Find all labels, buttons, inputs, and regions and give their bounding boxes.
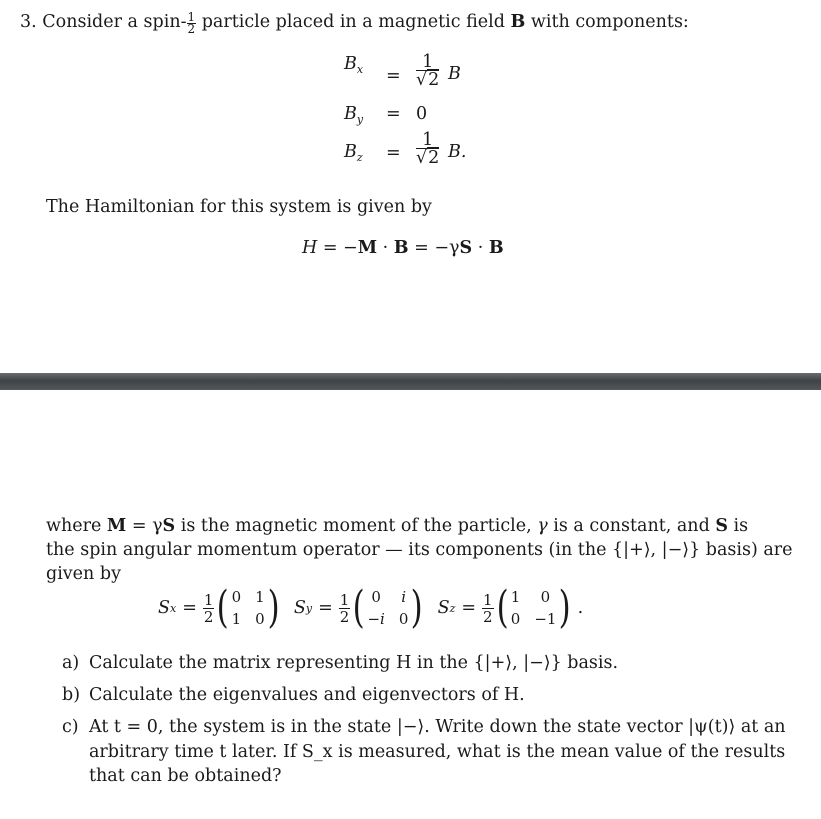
fraction-denominator <box>416 71 439 89</box>
matrix-body <box>494 582 574 633</box>
matrix-cell: 1 <box>255 588 265 606</box>
problem-statement <box>20 10 689 35</box>
field-row-lhs: B <box>344 54 357 74</box>
matrix-cell: 1 <box>510 588 521 606</box>
matrix-cell: −1 <box>534 610 557 628</box>
field-row-eq: = <box>386 143 401 163</box>
text-span: is <box>727 516 749 536</box>
field-row-tail: B <box>448 64 461 84</box>
eq-part: · <box>377 238 394 258</box>
matrix-cell: 0 <box>510 610 521 628</box>
left-paren: ( <box>352 582 365 633</box>
matrix-name: S <box>158 598 170 618</box>
field-symbol-B: B <box>510 12 526 32</box>
matrix-grid <box>232 587 265 629</box>
matrix-grid <box>511 587 557 629</box>
matrix-sub: y <box>305 601 313 615</box>
intro-text-c: with components: <box>530 12 689 32</box>
fraction-numerator: 1 <box>339 590 350 609</box>
matrix-Sx <box>158 582 282 633</box>
matrix-sub: x <box>170 601 177 615</box>
fraction-denominator: 2 <box>203 607 214 626</box>
question-line: Calculate the eigenvalues and eigenvectors of H. <box>89 685 525 705</box>
field-row-eq: = <box>386 104 401 124</box>
fraction-denominator: 2 <box>339 607 350 626</box>
matrix-eq: = <box>318 598 333 618</box>
field-row-value: 0 <box>416 104 428 124</box>
field-row-fraction <box>416 132 439 167</box>
fraction-numerator: 1 <box>203 590 214 609</box>
matrix-grid <box>367 587 408 629</box>
right-paren: ) <box>559 582 572 633</box>
question-line: that can be obtained? <box>89 766 282 786</box>
field-row-lhs: B <box>344 104 357 124</box>
question-line: Calculate the matrix representing H in the {|+⟩, |−⟩} basis. <box>89 653 619 673</box>
hamiltonian-lead: The Hamiltonian for this system is given by <box>46 197 432 217</box>
matrix-fraction <box>482 592 494 625</box>
fraction-denominator: 2 <box>483 607 493 626</box>
eq-part: B <box>393 238 409 258</box>
eq-part: = −γ <box>408 238 460 258</box>
question-label: a) <box>62 653 80 673</box>
spin-denominator: 2 <box>187 22 196 36</box>
field-row-fraction <box>416 54 439 89</box>
problem-number: 3. <box>20 12 37 32</box>
sqrt-radicand: 2 <box>428 148 440 168</box>
left-paren: ( <box>496 582 509 633</box>
field-row-eq: = <box>386 66 401 86</box>
question-line: arbitrary time t later. If S_x is measured, what is the mean value of the results <box>89 741 786 762</box>
matrix-eq: = <box>461 598 477 618</box>
matrix-cell: i <box>401 588 407 606</box>
matrix-body <box>214 582 281 633</box>
eq-part: H <box>302 238 318 258</box>
matrix-cell: 0 <box>540 588 551 606</box>
field-row-x <box>344 52 461 90</box>
matrix-fraction <box>339 592 351 625</box>
continuation-line-3: given by <box>46 564 121 584</box>
matrix-cell: 0 <box>255 610 265 628</box>
intro-text-a: Consider a spin- <box>42 12 187 32</box>
continuation-line-2: the spin angular momentum operator — its components (in the {|+⟩, |−⟩} basis) are <box>46 540 793 560</box>
spin-matrices <box>158 582 584 633</box>
matrix-name: S <box>437 598 450 618</box>
matrix-fraction <box>203 592 215 625</box>
fraction-numerator: 1 <box>483 590 493 609</box>
matrix-cell: 0 <box>231 588 242 606</box>
fraction-denominator <box>416 149 439 167</box>
symbol-M: M <box>106 516 127 536</box>
sqrt-symbol: √ <box>416 148 428 168</box>
text-span: is a constant, and <box>547 516 716 536</box>
matrix-period: . <box>577 598 584 618</box>
matrix-Sy <box>293 582 426 633</box>
symbol-S: S <box>162 516 176 536</box>
page-divider <box>0 373 821 390</box>
eq-part: S <box>459 238 473 258</box>
matrix-name: S <box>293 598 306 618</box>
matrix-cell: 1 <box>231 610 242 628</box>
question-label: c) <box>62 717 79 737</box>
field-row-sub: y <box>356 113 364 126</box>
field-row-tail: B. <box>448 142 467 162</box>
sqrt-radicand: 2 <box>428 70 440 90</box>
text-span: where <box>46 516 102 536</box>
field-row-z <box>344 130 467 168</box>
question-line: At t = 0, the system is in the state |−⟩. Write down the state vector |ψ(t)⟩ at an <box>89 717 786 737</box>
hamiltonian-equation <box>302 236 504 260</box>
matrix-cell: 0 <box>371 588 381 606</box>
matrix-sub: z <box>449 601 456 615</box>
matrix-cell: −i <box>367 610 385 628</box>
matrix-cell: 0 <box>398 610 409 628</box>
fraction-numerator: 1 <box>416 54 439 71</box>
symbol-S: S <box>715 516 728 536</box>
field-row-y <box>344 104 428 126</box>
continuation-line-1 <box>46 514 748 538</box>
spin-fraction <box>187 12 197 35</box>
fraction-numerator: 1 <box>416 132 439 149</box>
right-paren: ) <box>410 582 424 633</box>
spin-numerator: 1 <box>187 10 196 24</box>
eq-part: B <box>488 238 504 258</box>
text-span: = γ <box>126 516 163 536</box>
left-paren: ( <box>217 582 230 633</box>
symbol-gamma: γ <box>537 516 548 536</box>
sqrt-symbol: √ <box>416 70 428 90</box>
matrix-eq: = <box>182 598 197 618</box>
eq-part: · <box>472 238 489 258</box>
intro-text-b: particle placed in a magnetic field <box>201 12 505 32</box>
right-paren: ) <box>267 582 280 633</box>
text-span: is the magnetic moment of the particle, <box>175 516 538 536</box>
matrix-Sz <box>437 582 584 633</box>
field-row-sub: x <box>356 63 364 76</box>
matrix-body <box>350 582 425 633</box>
eq-part: M <box>357 238 378 258</box>
question-label: b) <box>62 685 81 705</box>
field-row-lhs: B <box>344 142 357 162</box>
field-row-sub: z <box>356 151 363 164</box>
eq-part: = − <box>317 238 358 258</box>
